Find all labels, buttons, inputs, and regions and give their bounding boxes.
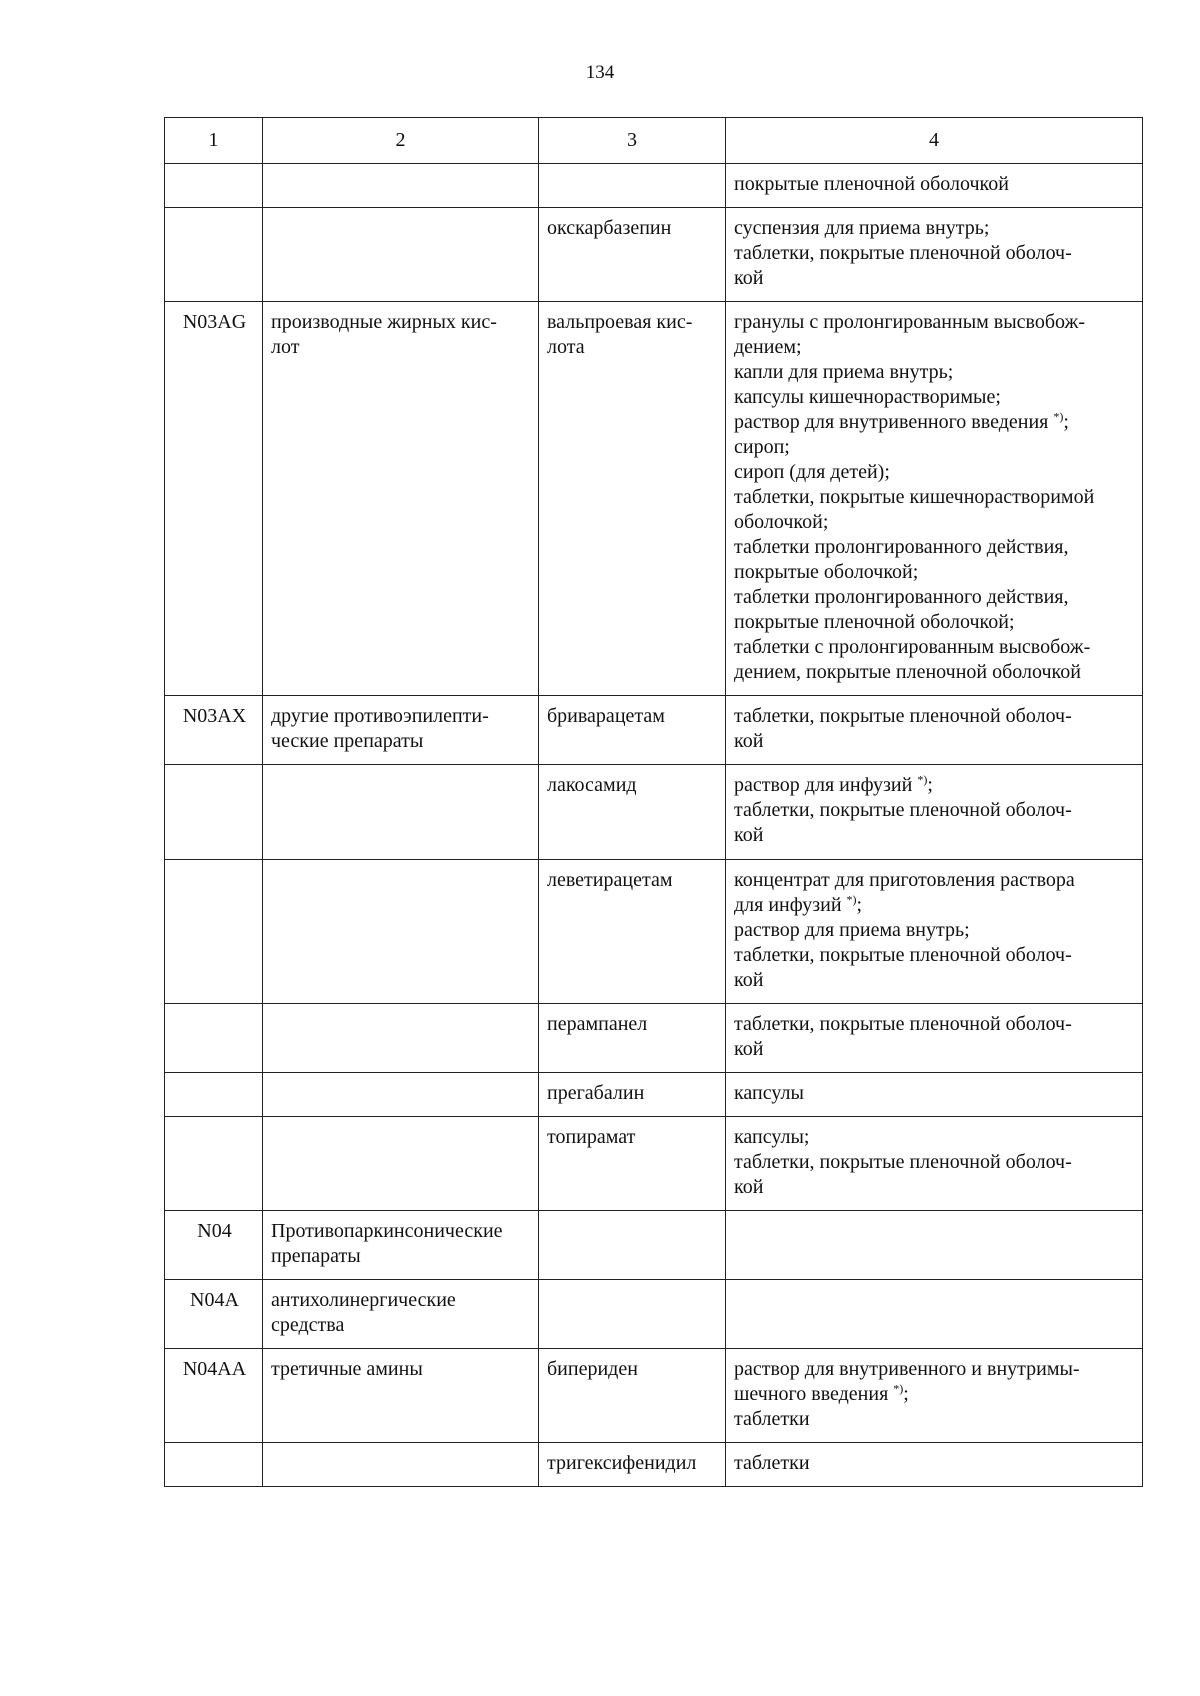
- atc-code-cell: [165, 765, 263, 860]
- dosage-form-line: таблетки: [734, 1408, 810, 1430]
- dosage-form-line: таблетки пролонгированного действия,: [734, 536, 1069, 558]
- drug-name-cell: перампанел: [539, 1004, 726, 1073]
- group-cell: другие противоэпилепти- ческие препараты: [263, 696, 539, 765]
- dosage-forms-cell: [726, 696, 1143, 765]
- drug-name-cell: [539, 1211, 726, 1280]
- drug-name-cell: бипериден: [539, 1349, 726, 1443]
- dosage-form-line: таблетки, покрытые пленочной оболоч-: [734, 799, 1072, 821]
- dosage-form-line: раствор для инфузий *);: [734, 772, 933, 796]
- group-cell: [263, 1443, 539, 1487]
- table-row: [165, 696, 1143, 765]
- drug-name-cell: вальпроевая кис- лота: [539, 302, 726, 696]
- dosage-forms-cell: [726, 1211, 1143, 1280]
- dosage-form-line: дением;: [734, 336, 802, 358]
- atc-code-cell: N04AA: [165, 1349, 263, 1443]
- table-row: [165, 1211, 1143, 1280]
- drug-name-cell: прегабалин: [539, 1073, 726, 1117]
- drug-name-cell: бриварацетам: [539, 696, 726, 765]
- dosage-form-line: оболочкой;: [734, 511, 829, 533]
- drug-name-cell: [539, 1280, 726, 1349]
- group-cell: третичные амины: [263, 1349, 539, 1443]
- atc-code-cell: N04: [165, 1211, 263, 1280]
- dosage-form-line: капли для приема внутрь;: [734, 361, 954, 383]
- table-row: [165, 1117, 1143, 1211]
- atc-code-cell: [165, 860, 263, 1004]
- group-cell: [263, 1073, 539, 1117]
- drug-name-cell: лакосамид: [539, 765, 726, 860]
- dosage-form-line: раствор для внутривенного и внутримы-: [734, 1358, 1080, 1380]
- dosage-forms-cell: [726, 1280, 1143, 1349]
- dosage-form-line: кой: [734, 730, 764, 752]
- dosage-form-line: капсулы: [734, 1082, 804, 1104]
- column-header-1: 1: [165, 118, 263, 164]
- table-row: [165, 208, 1143, 302]
- table-row: [165, 1349, 1143, 1443]
- dosage-form-line: кой: [734, 1176, 764, 1198]
- dosage-form-line: таблетки, покрытые пленочной оболоч-: [734, 1013, 1072, 1035]
- atc-code-cell: N04A: [165, 1280, 263, 1349]
- column-header-3: 3: [539, 118, 726, 164]
- dosage-forms-cell: [726, 860, 1143, 1004]
- dosage-form-line: кой: [734, 969, 764, 991]
- atc-code-cell: [165, 1117, 263, 1211]
- atc-code-cell: [165, 164, 263, 208]
- dosage-form-line: покрытые пленочной оболочкой;: [734, 611, 1015, 633]
- drug-name-cell: леветирацетам: [539, 860, 726, 1004]
- table-row: [165, 1004, 1143, 1073]
- table-row: [165, 1443, 1143, 1487]
- drug-name-cell: тригексифенидил: [539, 1443, 726, 1487]
- dosage-form-line: для инфузий *);: [734, 892, 863, 916]
- dosage-form-line: покрытые оболочкой;: [734, 561, 919, 583]
- dosage-form-line: таблетки, покрытые пленочной оболоч-: [734, 1151, 1072, 1173]
- atc-code-cell: [165, 1073, 263, 1117]
- dosage-forms-cell: [726, 164, 1143, 208]
- dosage-form-line: таблетки, покрытые пленочной оболоч-: [734, 944, 1072, 966]
- dosage-form-line: шечного введения *);: [734, 1381, 909, 1405]
- page-number: 134: [585, 62, 615, 83]
- drug-name-cell: окскарбазепин: [539, 208, 726, 302]
- dosage-form-line: суспензия для приема внутрь;: [734, 217, 990, 239]
- table-row: [165, 1280, 1143, 1349]
- drug-name-cell: топирамат: [539, 1117, 726, 1211]
- group-cell: [263, 1117, 539, 1211]
- atc-code-cell: [165, 1004, 263, 1073]
- dosage-form-line: сироп (для детей);: [734, 461, 890, 483]
- table-row: [165, 1073, 1143, 1117]
- atc-code-cell: N03AX: [165, 696, 263, 765]
- dosage-forms-cell: [726, 208, 1143, 302]
- dosage-form-line: таблетки пролонгированного действия,: [734, 586, 1069, 608]
- dosage-form-line: концентрат для приготовления раствора: [734, 869, 1075, 891]
- column-header-2: 2: [263, 118, 539, 164]
- table-row: [165, 860, 1143, 1004]
- dosage-form-line: покрытые пленочной оболочкой: [734, 173, 1009, 195]
- table-body: [165, 164, 1143, 1487]
- group-cell: производные жирных кис- лот: [263, 302, 539, 696]
- dosage-form-line: кой: [734, 267, 764, 289]
- dosage-forms-cell: [726, 1443, 1143, 1487]
- group-cell: [263, 1004, 539, 1073]
- drug-table: [164, 117, 1143, 1487]
- dosage-form-line: сироп;: [734, 436, 790, 458]
- dosage-form-line: раствор для приема внутрь;: [734, 919, 970, 941]
- dosage-form-line: таблетки, покрытые кишечнорастворимой: [734, 486, 1095, 508]
- dosage-forms-cell: [726, 1073, 1143, 1117]
- group-cell: [263, 164, 539, 208]
- atc-code-cell: [165, 208, 263, 302]
- dosage-form-line: гранулы с пролонгированным высвобож-: [734, 311, 1086, 333]
- dosage-form-line: капсулы кишечнорастворимые;: [734, 386, 1001, 408]
- column-header-4: 4: [726, 118, 1143, 164]
- dosage-form-line: таблетки с пролонгированным высвобож-: [734, 636, 1091, 658]
- group-cell: [263, 765, 539, 860]
- dosage-form-line: капсулы;: [734, 1126, 810, 1148]
- dosage-forms-cell: [726, 302, 1143, 696]
- atc-code-cell: N03AG: [165, 302, 263, 696]
- dosage-form-line: раствор для внутривенного введения *);: [734, 409, 1069, 433]
- dosage-form-line: таблетки, покрытые пленочной оболоч-: [734, 705, 1072, 727]
- dosage-forms-cell: [726, 1004, 1143, 1073]
- dosage-forms-cell: [726, 765, 1143, 860]
- header-row: [165, 118, 1143, 164]
- group-cell: Противопаркинсонические препараты: [263, 1211, 539, 1280]
- dosage-forms-cell: [726, 1117, 1143, 1211]
- dosage-forms-cell: [726, 1349, 1143, 1443]
- dosage-form-line: дением, покрытые пленочной оболочкой: [734, 661, 1081, 683]
- atc-code-cell: [165, 1443, 263, 1487]
- group-cell: [263, 208, 539, 302]
- table-row: [165, 765, 1143, 860]
- table-row: [165, 302, 1143, 696]
- dosage-form-line: таблетки, покрытые пленочной оболоч-: [734, 242, 1072, 264]
- group-cell: антихолинергические средства: [263, 1280, 539, 1349]
- dosage-form-line: кой: [734, 824, 764, 846]
- table-row: [165, 164, 1143, 208]
- drug-name-cell: [539, 164, 726, 208]
- group-cell: [263, 860, 539, 1004]
- dosage-form-line: кой: [734, 1038, 764, 1060]
- dosage-form-line: таблетки: [734, 1452, 810, 1474]
